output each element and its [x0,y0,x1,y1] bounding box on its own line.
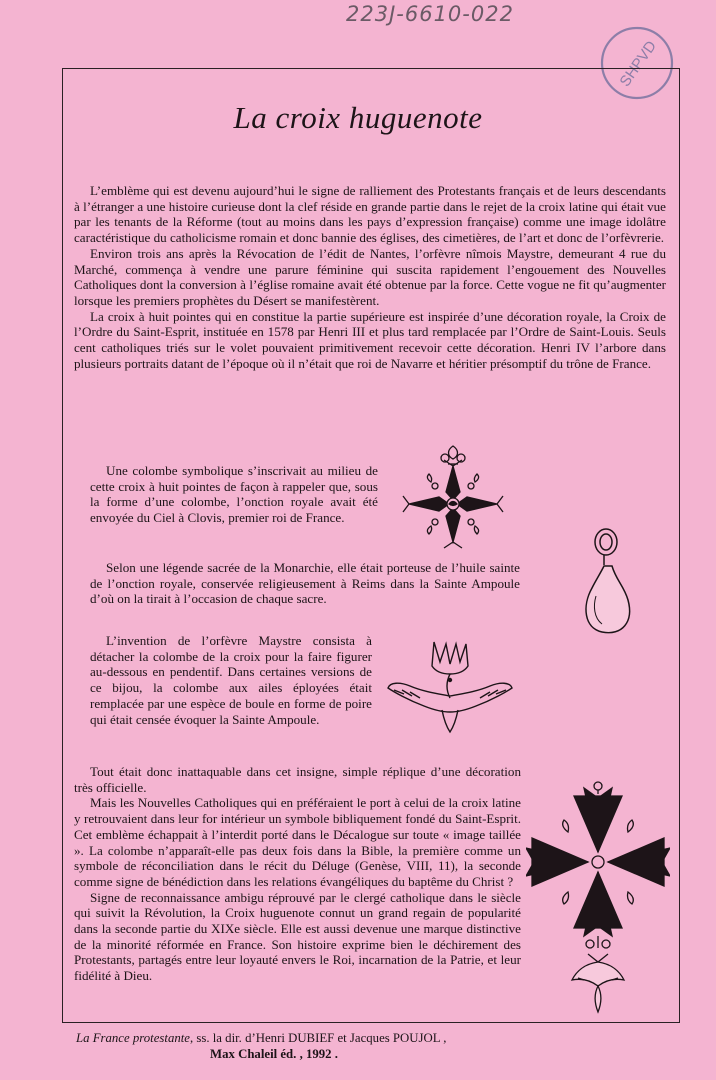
citation-editors: , ss. la dir. d’Henri DUBIEF et Jacques POUJOL , [189,1031,447,1045]
colombe-section [90,463,378,526]
paragraph: Environ trois ans après la Révocation de l’édit de Nantes, l’orfèvre nîmois Maystre, demeurant 4 rue du Marché, commença à vendre une parure féminine qui suscita rapidement l’engouement des Nouvelles Catholiques dont la conversion à l’église romaine avait été obtenue par la force. Cette vogue ne fit qu’augmenter lorsque les premiers prophètes du Désert se manifestèrent. [74,245,666,308]
page-title: La croix huguenote [233,100,483,135]
source-citation [76,1030,636,1062]
invention-section [90,633,372,727]
legende-section [90,560,520,607]
sainte-ampoule-pendant-illustration [580,526,640,640]
paragraph: L’invention de l’orfèvre Maystre consista à détacher la colombe de la croix pour la faire figurer au-dessous en pendentif. Dans certaines versions de ce bijou, la colombe aux ailes éployées était remplacée par une espèce de boule en forme de poire qui était censée évoquer la Sainte Ampoule. [90,633,372,727]
paragraph: Tout était donc inattaquable dans cet insigne, simple réplique d’une décoration très officielle. [74,764,521,795]
citation-work-title: La France protestante [76,1031,190,1045]
paragraph: Mais les Nouvelles Catholiques qui en préféraient le port à celui de la croix latine y retrouvaient dans leur for intérieur un symbole bibliquement fondé du Saint-Esprit. Cet emblème échappait à l’interdit porté dans le Décalogue sur toute « image taillée ». La colombe n’apparaît-elle pas deux fois dans la Bible, la première comme un symbole de réconciliation dans le récit du Déluge (Genèse, VIII, 11), la seconde comme signe de bénédiction dans les relations évangéliques du baptême du Christ ? [74,795,521,889]
final-section [74,764,521,984]
paragraph: Selon une légende sacrée de la Monarchie, elle était porteuse de l’huile sainte de l’onction royale, conservée religieusement à Reims dans la Sainte Ampoule d’où on la tirait à l’occasion de chaque sacre. [90,560,520,607]
intro-section [74,183,666,371]
stamp-text: SHPVD [616,37,661,90]
paragraph: Une colombe symbolique s’inscrivait au milieu de cette croix à huit pointes de façon à rappeler que, sous la forme d’une colombe, l’onction royale avait été envoyée du Ciel à Clovis, premier roi de France. [90,463,378,526]
paragraph: L’emblème qui est devenu aujourd’hui le signe de ralliement des Protestants français et de leurs descendants à l’étranger a une histoire curieuse dont la clef réside en grande partie dans le rejet de la croix latine qui était vue par les tenants de la Réforme (tout au moins dans les pays d’expression française) comme une image idolâtre caractéristique du catholicisme romain et donc bannie des églises, des cimetières, de l’art et donc de l’orfèvrerie. [74,183,666,246]
paragraph: Signe de reconnaissance ambigu réprouvé par le clergé catholique dans le siècle qui suivit la Révolution, la Croix huguenote connut un grand regain de popularité dans la seconde partie du XIXe siècle. Elle est aussi devenue une marque distinctive de la minorité réformée en France. Son histoire exprime bien le déchirement des Protestants, partagés entre leur loyauté envers le Roi, incarnation de la Patrie, et leur fidélité à Dieu. [74,889,521,984]
paragraph: La croix à huit pointes qui en constitue la partie supérieure est inspirée d’une décoration royale, la Croix de l’Ordre du Saint-Esprit, instituée en 1578 par Henri III et plus tard remplacée par l’Ordre de Saint-Louis. Seuls cent catholiques triés sur le volet pouvaient primitivement recevoir cette décoration. Henri IV l’arbore dans plusieurs portraits datant de l’époque où il n’était que roi de Navarre et héritier présomptif du trône de France. [74,308,666,371]
saint-esprit-cross-illustration [398,442,508,550]
huguenot-cross-illustration [526,778,670,1014]
dove-illustration [384,636,516,736]
citation-publisher: Max Chaleil éd. , 1992 . [210,1047,338,1061]
archive-reference-code: 223J-6610-022 [346,2,514,26]
